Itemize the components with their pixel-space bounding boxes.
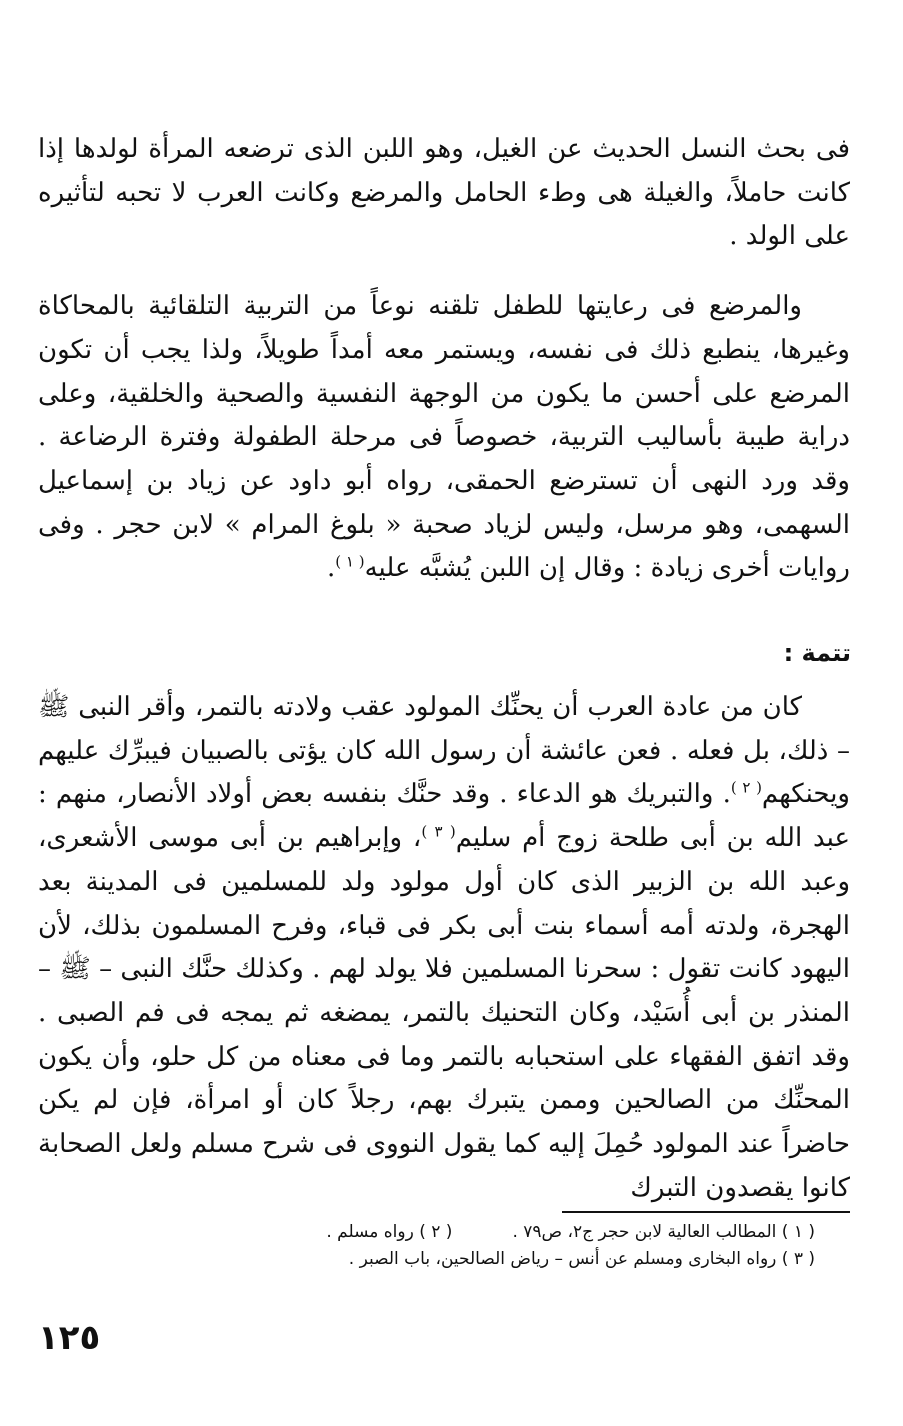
footnote-marker-1: ( ١ ) <box>335 552 365 571</box>
paragraph-continuation: فى بحث النسل الحديث عن الغيل، وهو اللبن الذى ترضعه المرأة لولدها إذا كانت حاملاً، والغيلة هى وطء الحامل والمرضع وكانت العرب لا تحبه لتأثيره على الولد . <box>38 134 850 252</box>
section-heading: تتمة : <box>783 639 851 667</box>
footnote-row-1 <box>165 1219 815 1246</box>
paragraph-tahnik <box>38 686 850 1210</box>
page-number: ١٢٥ <box>38 1318 101 1358</box>
footnote-1: ( ١ ) المطالب العالية لابن حجر ج٢، ص٧٩ . <box>512 1222 815 1242</box>
footnote-marker-2: ( ٢ ) <box>730 778 762 797</box>
footnotes <box>165 1219 815 1273</box>
paragraph-wet-nurse-end: . <box>327 553 336 584</box>
paragraph-tahnik-part-2: . والتبريك هو الدعاء . وقد حنَّك بنفسه بعض أولاد الأنصار، منهم : عبد الله بن أبى طلحة زوج أم سليم <box>38 779 850 854</box>
paragraph-wet-nurse-text: والمرضع فى رعايتها للطفل تلقنه نوعاً من التربية التلقائية بالمحاكاة وغيرها، ينطبع ذلك فى نفسه، ويستمر معه أمداً طويلاً، ولذا يجب أن تكون المرضع على أحسن ما يكون من الوجهة النفسية والصحية والخلقية، وعلى دراية طيبة بأساليب التربية، خصوصاً فى مرحلة الطفولة وفترة الرضاعة . وقد ورد النهى أن تسترضع الحمقى، رواه أبو داود عن زياد بن إسماعيل السهمى، وهو مرسل، وليس لزياد صحبة « بلوغ المرام » لابن حجر . وفى روايات أخرى زيادة : وقال إن اللبن يُشبَّه عليه <box>38 291 850 584</box>
footnote-3: ( ٣ ) رواه البخارى ومسلم عن أنس – رياض الصالحين، باب الصبر . <box>348 1249 815 1269</box>
footnote-marker-3: ( ٣ ) <box>421 822 456 841</box>
footnote-divider <box>562 1211 850 1213</box>
paragraph-wet-nurse <box>38 285 850 591</box>
page-body <box>38 128 850 591</box>
footnote-2: ( ٢ ) رواه مسلم . <box>326 1222 453 1242</box>
paragraph-tahnik-part-1: كان من عادة العرب أن يحنِّك المولود عقب ولادته بالتمر، وأقر النبى ﷺ – ذلك، بل فعله . فعن عائشة أن رسول الله كان يؤتى بالصبيان فيبرِّك عليهم ويحنكهم <box>38 692 850 810</box>
page-body-2 <box>38 686 850 1210</box>
paragraph-tahnik-part-3: ، وإبراهيم بن أبى موسى الأشعرى، وعبد الله بن الزبير الذى كان أول مولود ولد للمسلمين فى المدينة بعد الهجرة، ولدته أمه أسماء بنت أبى بكر فى قباء، وفرح المسلمون بذلك، لأن اليهود كانت تقول : سحرنا المسلمين فلا يولد لهم . وكذلك حنَّك النبى – ﷺ – المنذر بن أبى أُسَيْد، وكان التحنيك بالتمر، يمضغه ثم يمجه فى فم الصبى . وقد اتفق الفقهاء على استحبابه بالتمر وما فى معناه من كل حلو، وأن يكون المحنِّك من الصالحين وممن يتبرك بهم، رجلاً كان أو امرأة، فإن لم يكن حاضراً عند المولود حُمِلَ إليه كما يقول النووى فى شرح مسلم ولعل الصحابة كانوا يقصدون التبرك <box>38 823 850 1203</box>
